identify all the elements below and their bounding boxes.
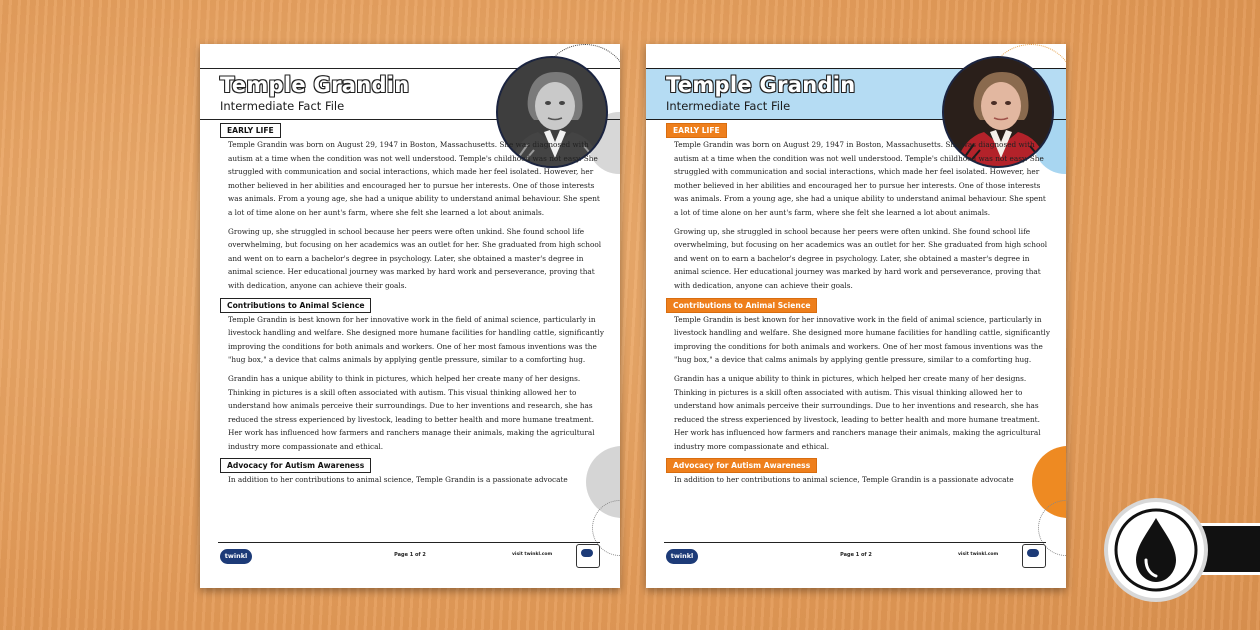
paragraph: Temple Grandin was born on August 29, 1947 in Boston, Massachusetts. She was diagnosed with autism at a time when the condition was not well understood. Temple's childhood was not easy. She struggled with communication and social interactions, which made her feel isolated. However, her mother believed in her abilities and encouraged her to pursue her interests. One of those interests was animals. From a young age, she had a unique ability to understand animal behaviour. She spent a lot of time alone on her aunt's farm, where she felt she learned a lot about animals. <box>674 140 1046 217</box>
twinkl-logo: twinkl <box>220 549 252 564</box>
colour-toggle-button[interactable] <box>1108 502 1204 598</box>
paragraph: Temple Grandin is best known for her innovative work in the field of animal science, particularly in livestock handling and welfare. She designed more humane facilities for handling cattle, significantly improving the conditions for both animals and workers. One of her most famous inventions was the "hug box," a device that calms animals by applying gentle pressure, similar to a comforting hug. <box>228 314 604 365</box>
paragraph: Grandin has a unique ability to think in pictures, which helped her create many of her designs. Thinking in pictures is a skill often associated with autism. This visual thinking allowed her to understand how animals perceive their surroundings. Due to her inventions and research, she has reduced the stress experienced by livestock, leading to better health and more humane treatment. Her work has influenced how farmers and ranchers manage their animals, making the agricultural industry more compassionate and ethical. <box>674 373 1041 451</box>
ink-drop-icon <box>1108 502 1204 598</box>
fact-file-sheet-bw <box>200 44 620 588</box>
paragraph: Temple Grandin was born on August 29, 1947 in Boston, Massachusetts. She was diagnosed with autism at a time when the condition was not well understood. Temple's childhood was not easy. She struggled with communication and social interactions, which made her feel isolated. However, her mother believed in her abilities and encouraged her to pursue her interests. One of those interests was animals. From a young age, she had a unique ability to understand animal behaviour. She spent a lot of time alone on her aunt's farm, where she felt she learned a lot about animals. <box>228 140 600 217</box>
paragraph: In addition to her contributions to animal science, Temple Grandin is a passionate advocate <box>228 475 568 485</box>
section-heading-contributions: Contributions to Animal Science <box>666 298 817 313</box>
section-heading-advocacy: Advocacy for Autism Awareness <box>666 458 817 473</box>
paragraph: In addition to her contributions to animal science, Temple Grandin is a passionate advocate <box>674 475 1014 485</box>
page-title: Temple Grandin <box>220 73 410 97</box>
page-number: Page 1 of 2 <box>394 552 426 558</box>
paragraph: Grandin has a unique ability to think in pictures, which helped her create many of her designs. Thinking in pictures is a skill often associated with autism. This visual thinking allowed her to understand how animals perceive their surroundings. Due to her inventions and research, she has reduced the stress experienced by livestock, leading to better health and more humane treatment. Her work has influenced how farmers and ranchers manage their animals, making the agricultural industry more compassionate and ethical. <box>228 373 595 451</box>
visit-link: visit twinkl.com <box>958 552 999 557</box>
paragraph: Growing up, she struggled in school because her peers were often unkind. She found school life overwhelming, but focusing on her academics was an outlet for her. She graduated from high school and went on to earn a bachelor's degree in psychology. Later, she obtained a master's degree in animal science. Her educational journey was marked by hard work and perseverance, proving that with dedication, anyone can achieve their goals. <box>674 226 1048 290</box>
page-number: Page 1 of 2 <box>840 552 872 558</box>
fact-file-body <box>674 123 1050 492</box>
footer-divider <box>218 542 600 543</box>
fact-file-body <box>228 123 604 492</box>
section-heading-early-life: EARLY LIFE <box>220 123 281 138</box>
colour-toggle-tab[interactable] <box>1196 523 1260 575</box>
quality-badge-icon <box>576 544 600 568</box>
paragraph: Growing up, she struggled in school because her peers were often unkind. She found school life overwhelming, but focusing on her academics was an outlet for her. She graduated from high school and went on to earn a bachelor's degree in psychology. Later, she obtained a master's degree in animal science. Her educational journey was marked by hard work and perseverance, proving that with dedication, anyone can achieve their goals. <box>228 226 602 290</box>
quality-badge-icon <box>1022 544 1046 568</box>
fact-file-sheet-colour <box>646 44 1066 588</box>
page-title: Temple Grandin <box>666 73 856 97</box>
paragraph: Temple Grandin is best known for her innovative work in the field of animal science, particularly in livestock handling and welfare. She designed more humane facilities for handling cattle, significantly improving the conditions for both animals and workers. One of her most famous inventions was the "hug box," a device that calms animals by applying gentle pressure, similar to a comforting hug. <box>674 314 1050 365</box>
section-heading-advocacy: Advocacy for Autism Awareness <box>220 458 371 473</box>
section-heading-early-life: EARLY LIFE <box>666 123 727 138</box>
footer-divider <box>664 542 1046 543</box>
page-subtitle: Intermediate Fact File <box>666 99 791 113</box>
page-subtitle: Intermediate Fact File <box>220 99 345 113</box>
section-heading-contributions: Contributions to Animal Science <box>220 298 371 313</box>
twinkl-logo: twinkl <box>666 549 698 564</box>
visit-link: visit twinkl.com <box>512 552 553 557</box>
